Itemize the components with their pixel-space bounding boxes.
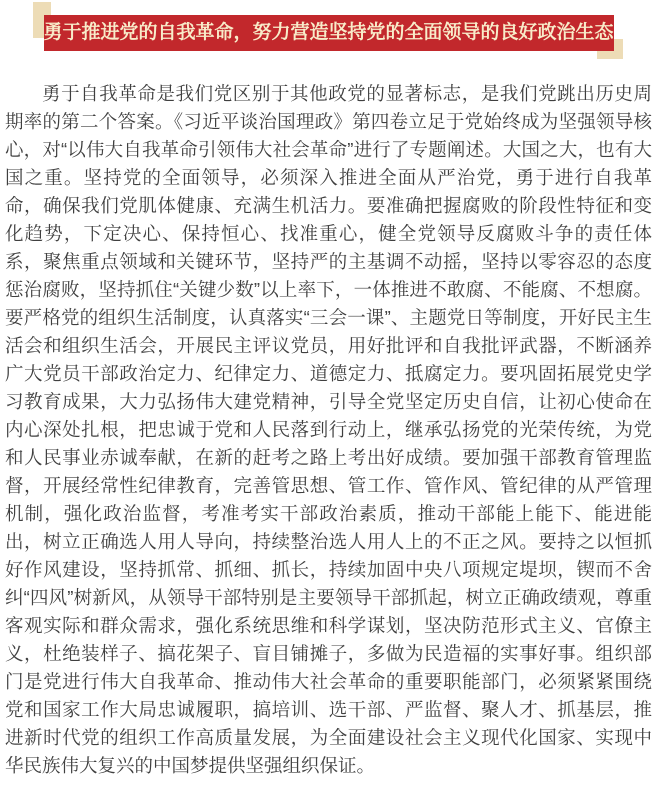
article-title: 勇于推进党的自我革命，努力营造坚持党的全面领导的良好政治生态 bbox=[44, 15, 614, 51]
article-page bbox=[0, 15, 657, 791]
article-paragraph: 勇于自我革命是我们党区别于其他政党的显著标志，是我们党跳出历史周期率的第二个答案。《习近平谈治国理政》第四卷立足于党始终成为坚强领导核心，对“以伟大自我革命引领伟大社会革命”进行了专题阐述。大国之大，也有大国之重。坚持党的全面领导，必须深入推进全面从严治党，勇于进行自我革命，确保我们党肌体健康、充满生机活力。要准确把握腐败的阶段性特征和变化趋势，下定决心、保持恒心、找准重心，健全党领导反腐败斗争的责任体系，聚焦重点领域和关键环节，坚持严的主基调不动摇，坚持以零容忍的态度惩治腐败，坚持抓住“关键少数”以上率下，一体推进不敢腐、不能腐、不想腐。要严格党的组织生活制度，认真落实“三会一课”、主题党日等制度，开好民主生活会和组织生活会，开展民主评议党员，用好批评和自我批评武器，不断涵养广大党员干部政治定力、纪律定力、道德定力、抵腐定力。要巩固拓展党史学习教育成果，大力弘扬伟大建党精神，引导全党坚定历史自信，让初心使命在内心深处扎根，把忠诚于党和人民落到行动上，继承弘扬党的光荣传统，为党和人民事业赤诚奉献，在新的赶考之路上考出好成绩。要加强干部教育管理监督，开展经常性纪律教育，完善管思想、管工作、管作风、管纪律的从严管理机制，强化政治监督，考准考实干部政治素质，推动干部能上能下、能进能出，树立正确选人用人导向，持续整治选人用人上的不正之风。要持之以恒抓好作风建设，坚持抓常、抓细、抓长，持续加固中央八项规定堤坝，锲而不舍纠“四风”树新风，从领导干部特别是主要领导干部抓起，树立正确政绩观，尊重客观实际和群众需求，强化系统思维和科学谋划，坚决防范形式主义、官僚主义，杜绝装样子、搞花架子、盲目铺摊子，多做为民造福的实事好事。组织部门是党进行伟大自我革命、推动伟大社会革命的重要职能部门，必须紧紧围绕党和国家工作大局忠诚履职，搞培训、选干部、严监督、聚人才、抓基层，推进新时代党的组织工作高质量发展，为全面建设社会主义现代化国家、实现中华民族伟大复兴的中国梦提供坚强组织保证。 bbox=[5, 83, 652, 776]
title-banner bbox=[44, 15, 614, 51]
